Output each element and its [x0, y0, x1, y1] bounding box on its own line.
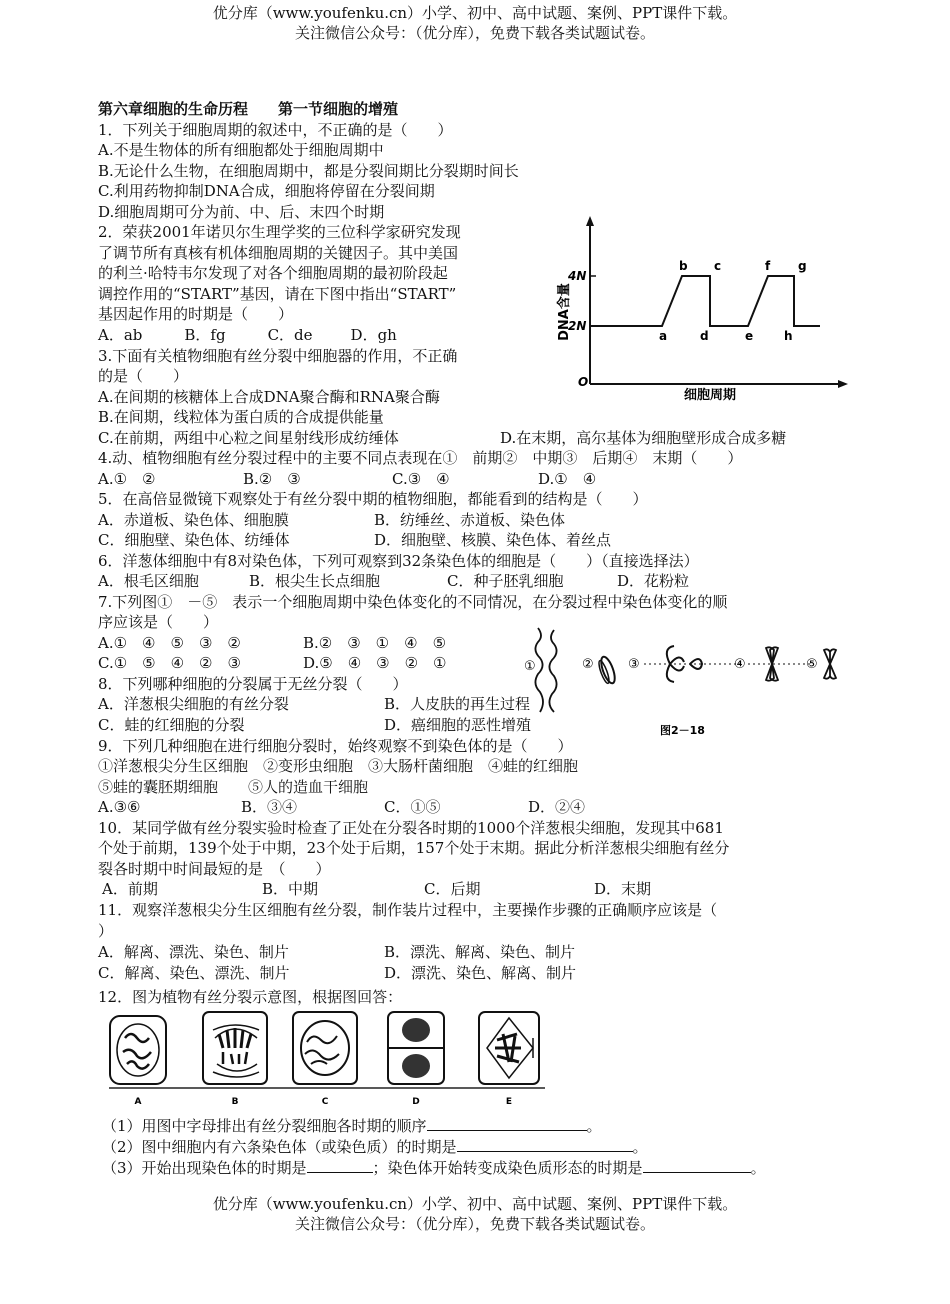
- q3-option-d: D.在末期，高尔基体为细胞壁形成合成多糖: [500, 429, 787, 447]
- q10-line2: 个处于前期，139个处于中期，23个处于后期，157个处于末期。据此分析洋葱根尖细胞有丝分: [98, 839, 730, 857]
- y-axis-label: DNA含量: [557, 283, 572, 341]
- cell-d-image: [388, 1012, 444, 1084]
- q8-option-a: A．洋葱根尖细胞的有丝分裂: [98, 695, 289, 713]
- q2-line3: 的利兰·哈特韦尔发现了对各个细胞周期的最初阶段起: [98, 264, 448, 282]
- q9-stem: 9．下列几种细胞在进行细胞分裂时，始终观察不到染色体的是（ ）: [98, 737, 573, 755]
- q1-option-b: B.无论什么生物，在细胞周期中，都是分裂间期比分裂期时间长: [98, 162, 519, 180]
- fig7-label-2: ②: [582, 657, 594, 672]
- q3-line1: 3.下面有关植物细胞有丝分裂中细胞器的作用，不正确: [98, 347, 458, 365]
- q4-option-a: A.① ②: [98, 470, 156, 488]
- q12-sub3: [102, 1158, 766, 1178]
- point-label-b: b: [679, 259, 688, 273]
- q12-sub2: [102, 1137, 648, 1157]
- q11-option-b: B．漂洗、解离、染色、制片: [384, 943, 576, 961]
- q4-option-b: B.② ③: [243, 470, 301, 488]
- q2-line2: 了调节所有真核有机体细胞周期的关键因子。其中美国: [98, 244, 459, 262]
- q2-line1: 2．荣获2001年诺贝尔生理学奖的三位科学家研究发现: [98, 223, 461, 241]
- page-header-line1: 优分库（www.youfenku.cn）小学、初中、高中试题、案例、PPT课件下载。: [212, 4, 738, 22]
- q12-sub1-end: 。: [586, 1117, 602, 1135]
- point-label-h: h: [784, 329, 793, 343]
- q4-option-c: C.③ ④: [392, 470, 450, 488]
- q5-option-a: A．赤道板、染色体、细胞膜: [98, 511, 289, 529]
- q1-option-a: A.不是生物体的所有细胞都处于细胞周期中: [98, 141, 384, 159]
- q1-option-c: C.利用药物抑制DNA合成，细胞将停留在分裂间期: [98, 182, 435, 200]
- q8-option-b: B．人皮肤的再生过程: [384, 695, 531, 713]
- q3-option-a: A.在间期的核糖体上合成DNA聚合酶和RNA聚合酶: [98, 388, 440, 406]
- q6-option-c: C．种子胚乳细胞: [447, 572, 564, 590]
- q5-stem: 5．在高倍显微镜下观察处于有丝分裂中期的植物细胞，都能看到的结构是（ ）: [98, 490, 648, 508]
- origin-label: O: [578, 375, 589, 389]
- cell-b-image: [203, 1012, 267, 1084]
- q5-option-d: D．细胞壁、核膜、染色体、着丝点: [374, 531, 612, 549]
- q12-sub2-text: （2）图中细胞内有六条染色体（或染色质）的时期是: [102, 1138, 457, 1156]
- q12-sub3-end: 。: [750, 1159, 766, 1177]
- q6-option-b: B．根尖生长点细胞: [249, 572, 381, 590]
- q5-option-b: B．纺缍丝、赤道板、染色体: [374, 511, 566, 529]
- cell-a-image: [110, 1016, 166, 1084]
- chapter-title: 第六章细胞的生命历程: [98, 100, 249, 118]
- section-title: 第一节细胞的增殖: [278, 100, 399, 118]
- tick-label-2n: 2N: [568, 319, 587, 333]
- tick-label-4n: 4N: [568, 269, 587, 283]
- q4-stem: 4.动、植物细胞有丝分裂过程中的主要不同点表现在① 前期② 中期③ 后期④ 末期（ ）: [98, 449, 743, 467]
- q12-sub1-text: （1）用图中字母排出有丝分裂细胞各时期的顺序: [102, 1117, 427, 1135]
- q2-options: [98, 325, 397, 345]
- point-label-g: g: [798, 259, 807, 273]
- q3-line2: 的是（ ）: [98, 367, 189, 385]
- q9-option-b: B．③④: [241, 798, 298, 816]
- q11-line1: 11．观察洋葱根尖分生区细胞有丝分裂，制作装片过程中，主要操作步骤的正确顺序应该是（: [98, 901, 718, 919]
- q3-option-b: B.在间期，线粒体为蛋白质的合成提供能量: [98, 408, 384, 426]
- q9-option-c: C．①⑤: [384, 798, 441, 816]
- q7-option-d: D.⑤ ④ ③ ② ①: [303, 654, 447, 672]
- fig7-label-3: ③: [628, 657, 640, 672]
- cell-label-e: E: [505, 1097, 513, 1107]
- y-axis-arrow: [586, 216, 594, 226]
- q1-stem: 1．下列关于细胞周期的叙述中，不正确的是（ ）: [98, 121, 453, 139]
- q2-option-b: B．fg: [184, 326, 226, 344]
- cell-label-d: D: [412, 1097, 420, 1107]
- q2-option-d: D．gh: [350, 326, 397, 344]
- q10-option-b: B．中期: [262, 880, 319, 898]
- fig7-caption: 图2－18: [660, 724, 705, 737]
- answer-blank-2[interactable]: [457, 1137, 633, 1152]
- q9-option-a: A.③⑥: [98, 798, 141, 816]
- q8-stem: 8．下列哪种细胞的分裂属于无丝分裂（ ）: [98, 675, 408, 693]
- page-footer-line2: 关注微信公众号：（优分库），免费下载各类试题试卷。: [294, 1215, 655, 1233]
- fig7-label-5: ⑤: [806, 657, 818, 672]
- page-title: [98, 99, 398, 119]
- q2-line5: 基因起作用的时期是（ ）: [98, 305, 294, 323]
- answer-blank-1[interactable]: [427, 1116, 587, 1131]
- x-axis-label: 细胞周期: [683, 388, 737, 403]
- mitosis-cells-figure: [105, 1008, 555, 1108]
- dna-content-chart: [550, 212, 850, 412]
- q5-option-c: C．细胞壁、染色体、纺缍体: [98, 531, 290, 549]
- q3-option-c: C.在前期，两组中心粒之间星射线形成纺缍体: [98, 429, 399, 447]
- q1-option-d: D.细胞周期可分为前、中、后、末四个时期: [98, 203, 385, 221]
- page-header-line2: 关注微信公众号：（优分库），免费下载各类试题试卷。: [294, 24, 655, 42]
- q8-option-c: C．蛙的红细胞的分裂: [98, 716, 245, 734]
- q9-items2: ⑤蛙的囊胚期细胞 ⑤人的造血干细胞: [98, 778, 369, 796]
- page-footer-line1: 优分库（www.youfenku.cn）小学、初中、高中试题、案例、PPT课件下载。: [212, 1195, 738, 1213]
- q2-option-a: A．ab: [98, 326, 143, 344]
- q11-option-c: C．解离、染色、漂洗、制片: [98, 964, 290, 982]
- cell-label-b: B: [231, 1097, 239, 1107]
- q2-option-c: C．de: [267, 326, 313, 344]
- q4-option-d: D.① ④: [538, 470, 597, 488]
- q11-option-a: A．解离、漂洗、染色、制片: [98, 943, 289, 961]
- q9-option-d: D．②④: [528, 798, 586, 816]
- q7-option-c: C.① ⑤ ④ ② ③: [98, 654, 241, 672]
- q12-sub3-text-a: （3）开始出现染色体的时期是: [102, 1159, 307, 1177]
- q12-stem: 12．图为植物有丝分裂示意图，根据图回答：: [98, 988, 403, 1006]
- dna-line: [590, 276, 820, 326]
- cell-label-c: C: [321, 1097, 329, 1107]
- dna-series: [590, 259, 820, 343]
- point-label-e: e: [745, 329, 754, 343]
- point-label-d: d: [700, 329, 709, 343]
- q12-sub3-text-b: ；染色体开始转变成染色质形态的时期是: [372, 1159, 643, 1177]
- chromosome-figure: [520, 622, 850, 737]
- q6-option-a: A．根毛区细胞: [98, 572, 199, 590]
- cell-c-image: [293, 1012, 357, 1084]
- q9-items1: ①洋葱根尖分生区细胞 ②变形虫细胞 ③大肠杆菌细胞 ④蛙的红细胞: [98, 757, 579, 775]
- q11-line2: ）: [98, 922, 114, 940]
- q11-option-d: D．漂洗、染色、解离、制片: [384, 964, 577, 982]
- q10-option-d: D．末期: [594, 880, 652, 898]
- q8-option-d: D．癌细胞的恶性增殖: [384, 716, 532, 734]
- q6-option-d: D．花粉粒: [617, 572, 690, 590]
- answer-blank-4[interactable]: [643, 1158, 751, 1173]
- point-label-f: f: [765, 259, 771, 273]
- q10-line1: 10．某同学做有丝分裂实验时检查了正处在分裂各时期的1000个洋葱根尖细胞，发现其中681: [98, 819, 724, 837]
- cell-label-a: A: [134, 1097, 142, 1107]
- q12-sub1: [102, 1116, 602, 1136]
- q2-line4: 调控作用的“START”基因，请在下图中指出“START”: [98, 285, 457, 303]
- q10-option-c: C．后期: [424, 880, 481, 898]
- q7-option-b: B.② ③ ① ④ ⑤: [303, 634, 447, 652]
- cell-e-image: [479, 1012, 539, 1084]
- fig7-label-1: ①: [524, 659, 536, 674]
- point-label-a: a: [659, 329, 668, 343]
- fig7-label-4: ④: [734, 657, 746, 672]
- answer-blank-3[interactable]: [307, 1158, 373, 1173]
- x-axis-arrow: [838, 380, 848, 388]
- q7-option-a: A.① ④ ⑤ ③ ②: [98, 634, 241, 652]
- q12-sub2-end: 。: [632, 1138, 648, 1156]
- q10-line3: 裂各时期中时间最短的是 （ ）: [98, 860, 331, 878]
- q7-line1: 7.下列图① －⑤ 表示一个细胞周期中染色体变化的不同情况，在分裂过程中染色体变化的顺: [98, 593, 728, 611]
- point-label-c: c: [714, 259, 722, 273]
- q10-option-a: A．前期: [102, 880, 158, 898]
- q7-line2: 序应该是（ ）: [98, 613, 219, 631]
- q6-stem: 6．洋葱体细胞中有8对染色体，下列可观察到32条染色体的细胞是（ ）（直接选择法）: [98, 552, 699, 570]
